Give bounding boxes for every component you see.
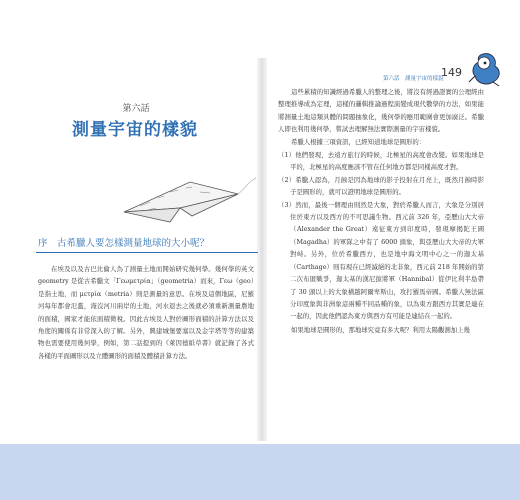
list-item: （3）然而，最後一個理由則然是大象，對於希臘人而言，大象是分別居住於東方以及西方的不可思議生物。西元前 326 年，亞歷山大大帝（Alexander the Great）遠征東方到印度時，發現摩揭陀王國（Magadha）的軍隊之中有了 6000 頭象，與亞歷山大大帝的大軍對峙。另外，位於希臘西方，也是地中海文明中心之一的迦太基（Carthage）則有現在已經滅絕的北非象，西元前 218 年開始的第二次布匿戰爭，迦太基的漢尼拔將軍（Hannibal）從伊比利半島帶了 30 頭以上的大象橫越阿爾卑斯山，攻打羅馬帝國。希臘人無法區分印度象與非洲象這兩種不同品種的象，以為東方跟西方其實是連在一起的，因此他們認為東方與西方有可能是連結在一起的。: [278, 200, 484, 321]
list-item: （1）他們發現，去遠方旅行的時候，北極星的高度會改變。如果地球是平的，北極星的高度應該不管在任何地方都是同樣高度才對。: [278, 151, 484, 172]
book-gutter: [257, 58, 267, 441]
section-heading: 序 古希臘人要怎樣測量地球的大小呢？: [38, 238, 210, 249]
right-page-body: [278, 86, 484, 336]
body-paragraph: 在埃及以及古巴比倫人為了測量土地而開始研究幾何學。幾何學的英文 geometry 是從古希臘文「Γεωμετρία」（geometria）而來，Γεω（geo）是指土地，而 μετρία（metria）則是測量的意思。在埃及這個地區，尼羅河每年都會氾濫，淹沒河川兩岸的土地，河水退去之後就必須重新測量農地的面積，國家才能依面積徵稅。因此古埃及人對於圖形面積的計算方法以及角度的關係有非常深入的了解。另外，興建城堡要塞以及金字塔等等的建築物也需要使用幾何學，例如，第二話提到的《萊因德紙草書》就記錄了各式各樣的平面圖形以及立體圖形的面積及體積計算方法。: [38, 265, 254, 360]
body-paragraph: 如果地球是圓形的，那地球究竟有多大呢？利用太陽觀測加上幾: [291, 325, 470, 334]
left-page-body: [38, 263, 254, 362]
evidence-list: [278, 149, 484, 323]
running-head: 第六話 測量宇宙的樣貌: [383, 76, 444, 82]
chapter-label: 第六話: [122, 104, 150, 114]
list-item: （2）希臘人認為，月蝕是因為地球的影子投射在月亮上，既然月蝕時影子是圓形的，就可以證明地球是圓形的。: [278, 175, 484, 197]
bottom-background-band: [0, 444, 520, 500]
body-paragraph: 希臘人根據三項資訊，已經知道地球是圓形的：: [291, 137, 426, 146]
section-divider: [36, 252, 258, 253]
page-number: 149: [441, 66, 462, 79]
body-paragraph: 這些累積的知識經過希臘人的整理之後，將沒有經過證實的公理經由整理推導成為定理，這樣的邏輯推論過程演變成現代數學的方法，如果能將測量土地這類具體的問題抽象化，幾何學的應用範圍會更加廣泛。希臘人即也利用幾何學，嘗試去理解無法實際測量的宇宙樣貌。: [278, 88, 484, 134]
paper-airplane-illustration: [120, 172, 260, 226]
chapter-title: 測量宇宙的樣貌: [72, 120, 198, 140]
mascot-character-icon: [463, 48, 505, 90]
